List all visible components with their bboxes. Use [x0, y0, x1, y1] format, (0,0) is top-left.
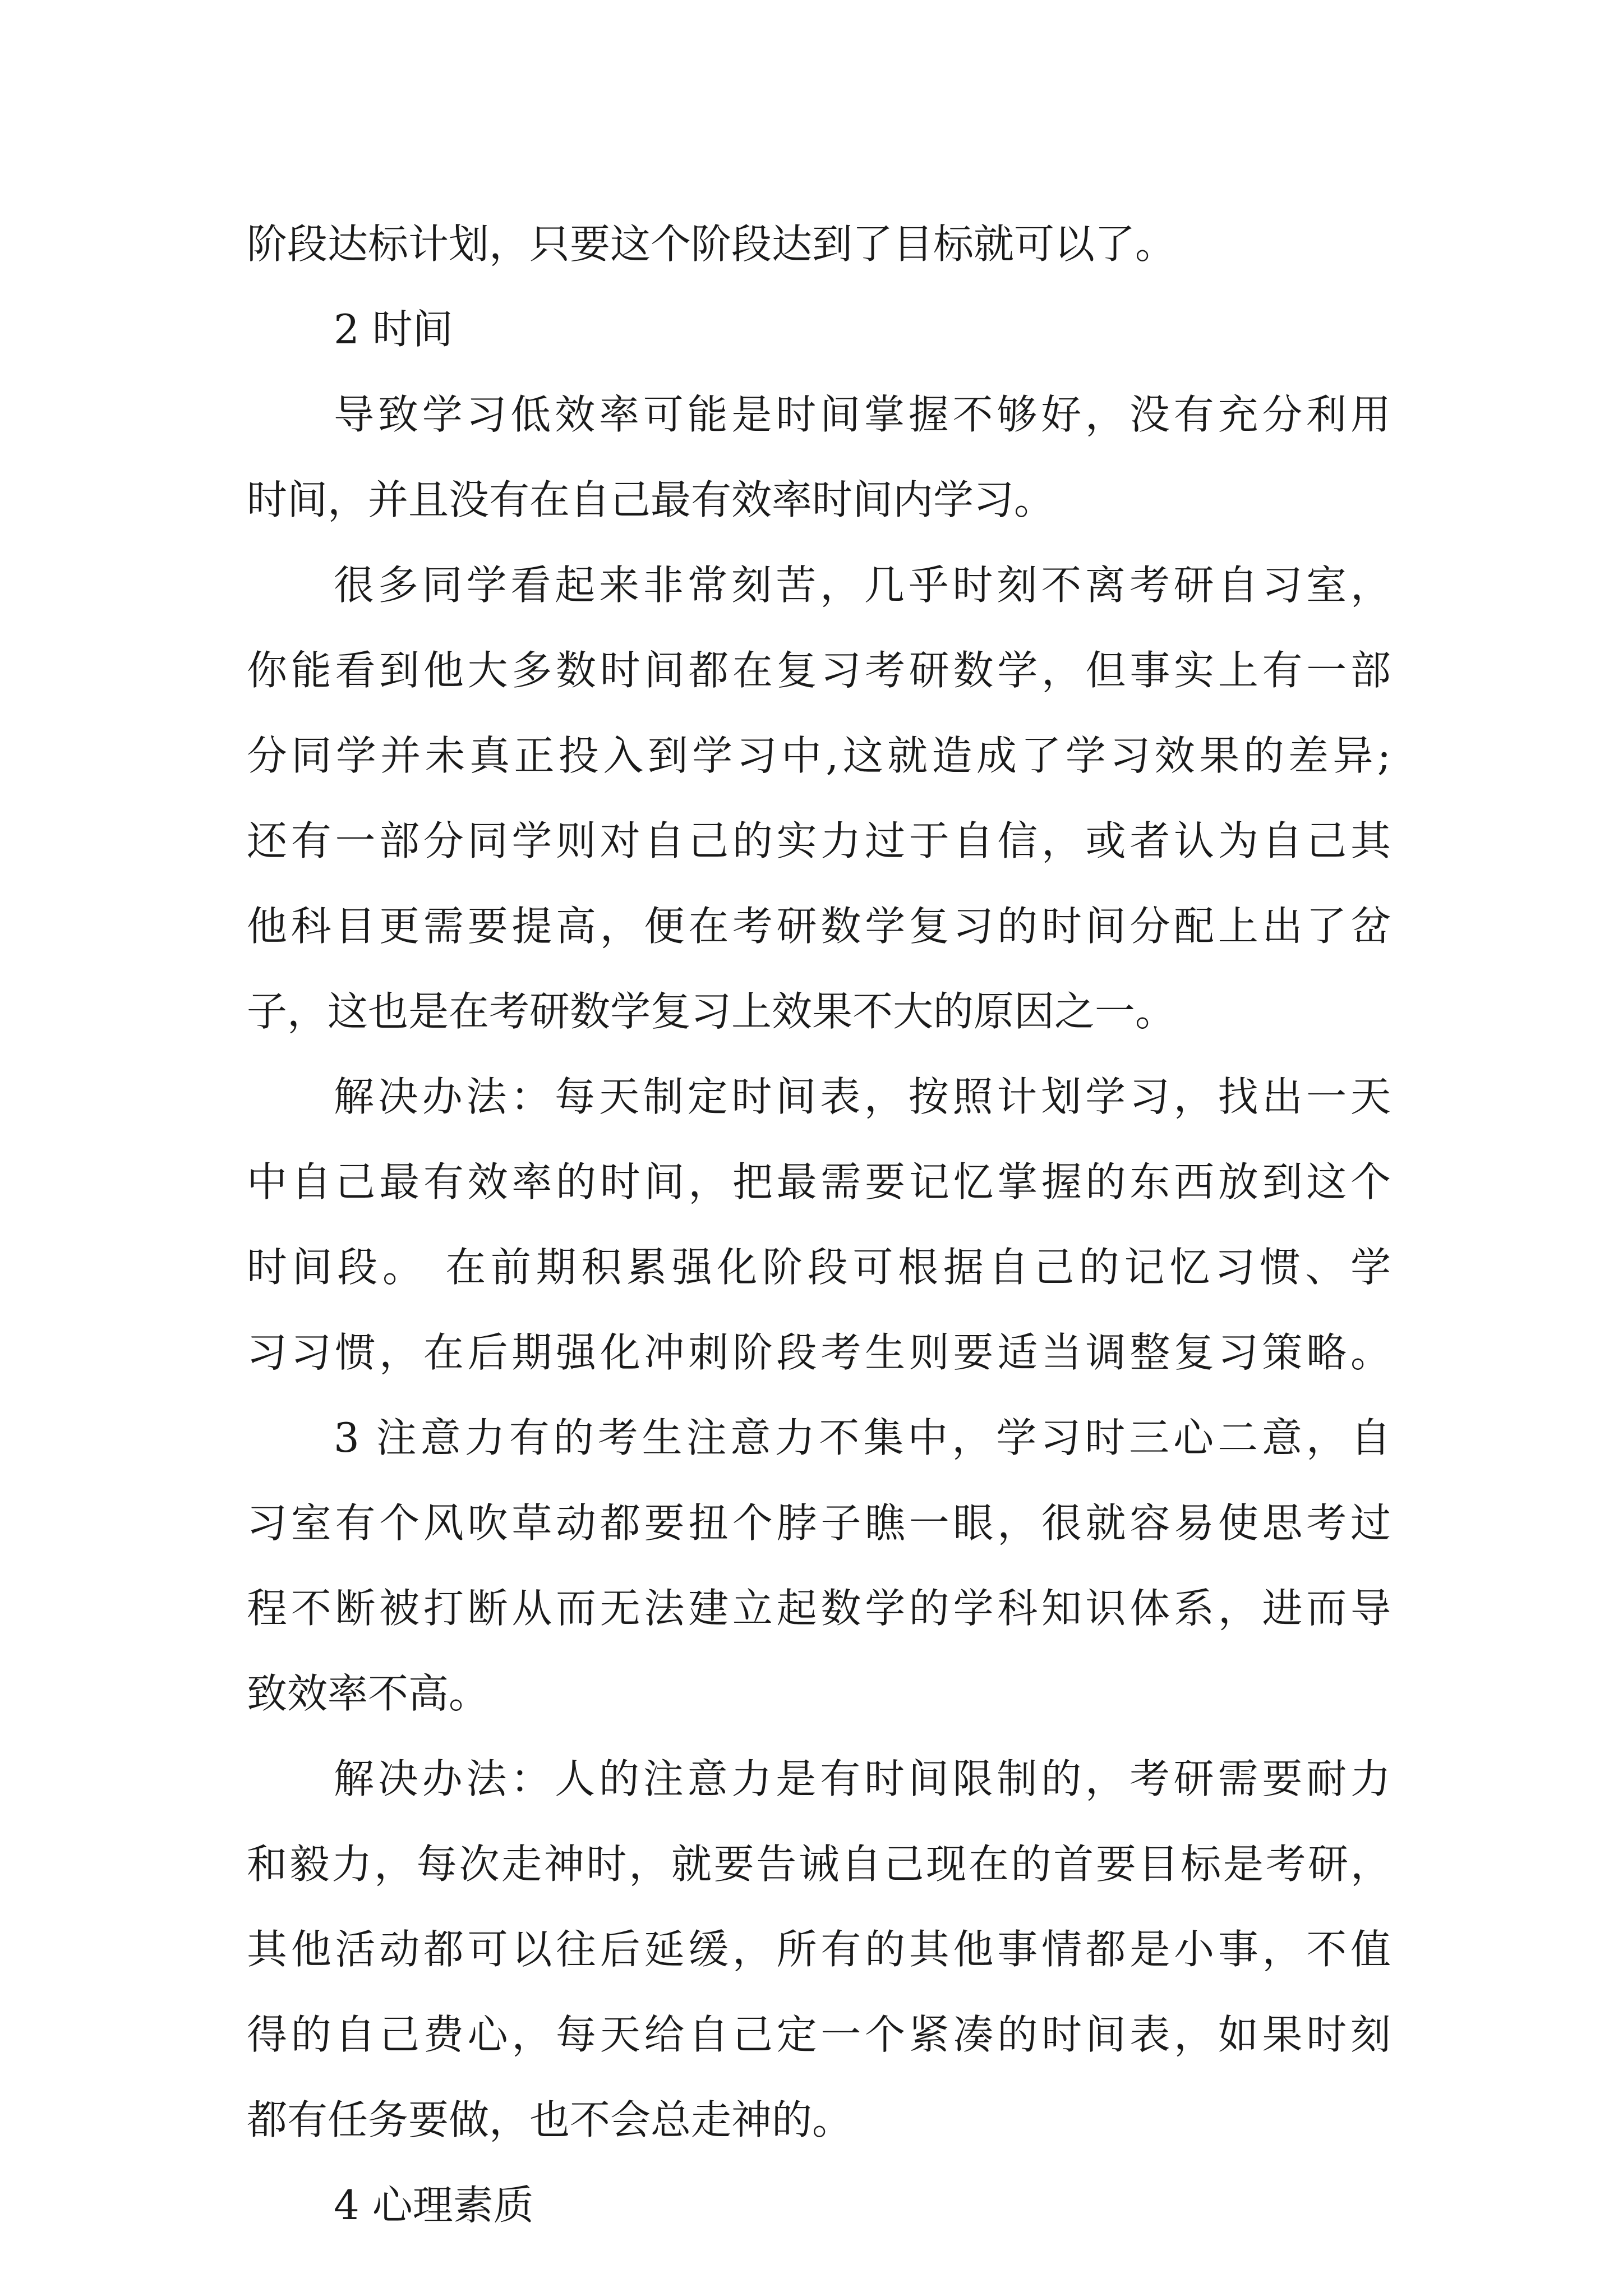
- section-heading-time: 2 时间: [334, 306, 453, 353]
- text-line: 得的自己费心，每天给自己定一个紧凑的时间表，如果时刻: [247, 2011, 1391, 2058]
- text-line: 他科目更需要提高，便在考研数学复习的时间分配上出了岔: [247, 903, 1391, 950]
- text-line: 程不断被打断从而无法建立起数学的学科知识体系，进而导: [247, 1585, 1391, 1632]
- text-line: 解决办法：人的注意力是有时间限制的，考研需要耐力: [334, 1755, 1391, 1802]
- text-line: 时间段。 在前期积累强化阶段可根据自己的记忆习惯、学: [247, 1244, 1391, 1291]
- text-line: 中自己最有效率的时间，把最需要记忆掌握的东西放到这个: [247, 1158, 1391, 1205]
- text-line: 都有任务要做，也不会总走神的。: [247, 2096, 853, 2143]
- text-line: 和毅力，每次走神时，就要告诫自己现在的首要目标是考研，: [247, 1841, 1391, 1888]
- text-line: 时间，并且没有在自己最有效率时间内学习。: [247, 476, 1055, 523]
- text-line: 习习惯，在后期强化冲刺阶段考生则要适当调整复习策略。: [247, 1329, 1391, 1376]
- section-heading-psychology: 4 心理素质: [334, 2182, 534, 2229]
- section-heading-attention: 3 注意力有的考生注意力不集中，学习时三心二意，自: [334, 1414, 1391, 1461]
- text-line: 你能看到他大多数时间都在复习考研数学，但事实上有一部: [247, 647, 1391, 694]
- text-line: 阶段达标计划，只要这个阶段达到了目标就可以了。: [247, 220, 1176, 268]
- text-line: 解决办法：每天制定时间表，按照计划学习，找出一天: [334, 1073, 1391, 1120]
- text-line: 很多同学看起来非常刻苦，几乎时刻不离考研自习室，: [334, 562, 1391, 609]
- text-line: 分同学并未真正投入到学习中,这就造成了学习效果的差异;: [247, 732, 1391, 779]
- text-line: 还有一部分同学则对自己的实力过于自信，或者认为自己其: [247, 817, 1391, 864]
- text-line: 致效率不高。: [247, 1670, 490, 1717]
- text-line: 子，这也是在考研数学复习上效果不大的原因之一。: [247, 988, 1176, 1035]
- text-line: 其他活动都可以往后延缓，所有的其他事情都是小事，不值: [247, 1926, 1391, 1973]
- text-line: 习室有个风吹草动都要扭个脖子瞧一眼，很就容易使思考过: [247, 1499, 1391, 1547]
- text-line: 导致学习低效率可能是时间掌握不够好，没有充分利用: [334, 391, 1391, 438]
